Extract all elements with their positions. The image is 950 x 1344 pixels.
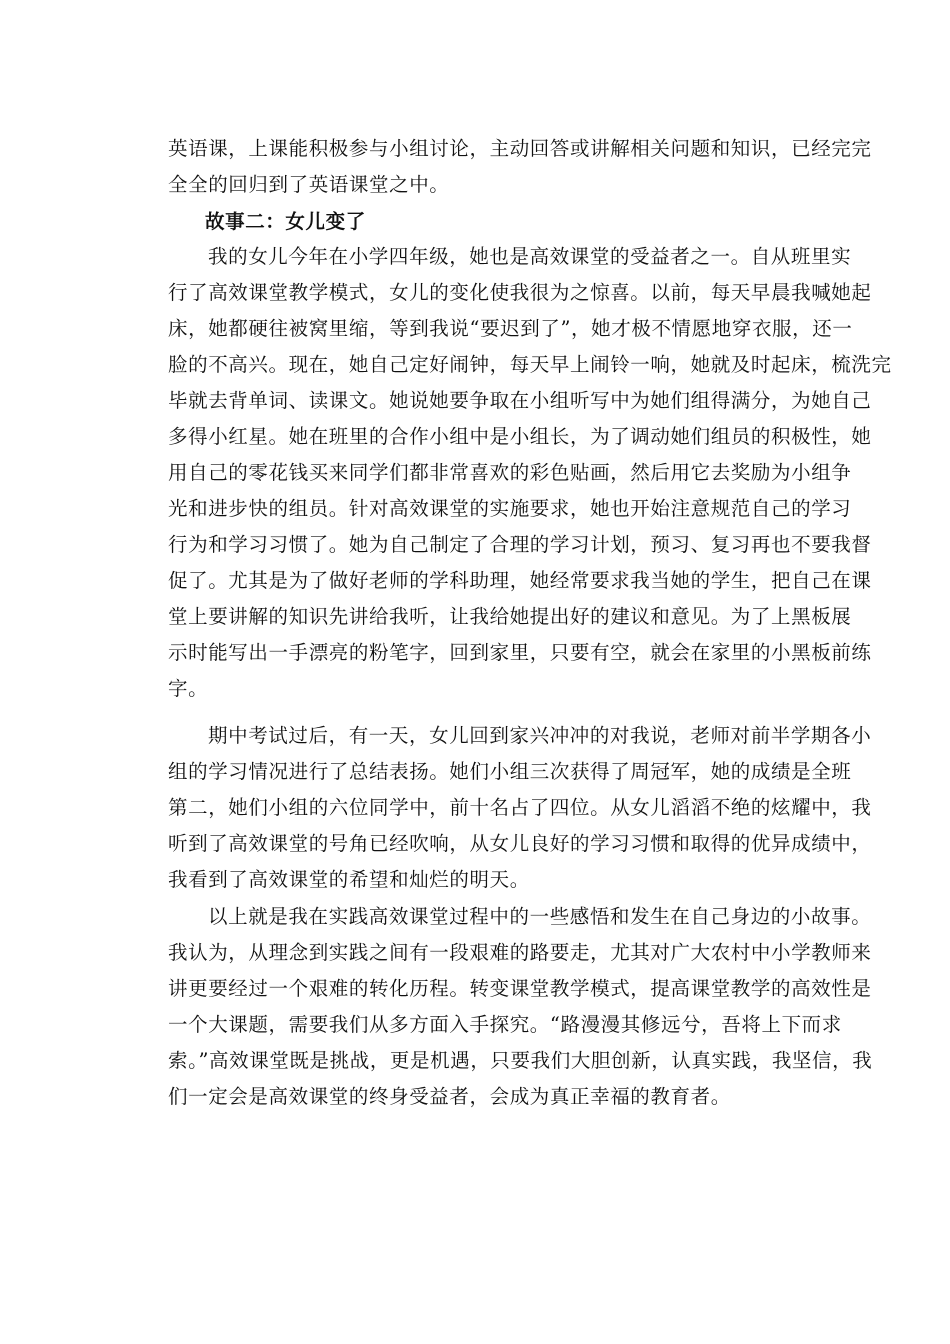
paragraph-line: 床，她都硬往被窝里缩，等到我说“要迟到了”，她才极不情愿地穿衣服，还一 bbox=[168, 317, 853, 340]
paragraph-line: 第二，她们小组的六位同学中，前十名占了四位。从女儿滔滔不绝的炫耀中，我 bbox=[168, 796, 872, 819]
paragraph-line: 全全的回归到了英语课堂之中。 bbox=[168, 173, 450, 196]
paragraph-line: 示时能写出一手漂亮的粉笔字，回到家里，只要有空，就会在家里的小黑板前练 bbox=[168, 641, 872, 664]
paragraph-line: 我看到了高效课堂的希望和灿烂的明天。 bbox=[168, 868, 530, 891]
paragraph-line: 毕就去背单词、读课文。她说她要争取在小组听写中为她们组得满分，为她自己 bbox=[168, 389, 872, 412]
paragraph-line: 听到了高效课堂的号角已经吹响，从女儿良好的学习习惯和取得的优异成绩中， bbox=[168, 832, 872, 855]
paragraph-line: 组的学习情况进行了总结表扬。她们小组三次获得了周冠军，她的成绩是全班 bbox=[168, 760, 852, 783]
paragraph-line: 光和进步快的组员。针对高效课堂的实施要求，她也开始注意规范自己的学习 bbox=[168, 497, 852, 520]
paragraph-line: 促了。尤其是为了做好老师的学科助理，她经常要求我当她的学生，把自己在课 bbox=[168, 569, 872, 592]
paragraph-line: 堂上要讲解的知识先讲给我听，让我给她提出好的建议和意见。为了上黑板展 bbox=[168, 605, 852, 628]
paragraph-line: 以上就是我在实践高效课堂过程中的一些感悟和发生在自己身边的小故事。 bbox=[208, 905, 872, 928]
paragraph-line: 期中考试过后，有一天，女儿回到家兴冲冲的对我说，老师对前半学期各小 bbox=[208, 724, 872, 747]
paragraph-line: 字。 bbox=[168, 677, 209, 700]
paragraph-line: 一个大课题，需要我们从多方面入手探究。“路漫漫其修远兮，吾将上下而求 bbox=[168, 1013, 842, 1036]
paragraph-line: 行为和学习习惯了。她为自己制定了合理的学习计划，预习、复习再也不要我督 bbox=[168, 533, 872, 556]
paragraph-line: 多得小红星。她在班里的合作小组中是小组长，为了调动她们组员的积极性，她 bbox=[168, 425, 872, 448]
paragraph-line: 们一定会是高效课堂的终身受益者，会成为真正幸福的教育者。 bbox=[168, 1085, 731, 1108]
story-heading: 故事二：女儿变了 bbox=[205, 210, 366, 233]
paragraph-line: 索。”高效课堂既是挑战，更是机遇，只要我们大胆创新，认真实践，我坚信，我 bbox=[168, 1049, 873, 1072]
paragraph-line: 讲更要经过一个艰难的转化历程。转变课堂教学模式，提高课堂教学的高效性是 bbox=[168, 977, 872, 1000]
paragraph-line: 行了高效课堂教学模式，女儿的变化使我很为之惊喜。以前，每天早晨我喊她起 bbox=[168, 281, 872, 304]
paragraph-line: 用自己的零花钱买来同学们都非常喜欢的彩色贴画，然后用它去奖励为小组争 bbox=[168, 461, 852, 484]
paragraph-line: 脸的不高兴。现在，她自己定好闹钟，每天早上闹铃一响，她就及时起床，梳洗完 bbox=[168, 353, 892, 376]
paragraph-line: 英语课，上课能积极参与小组讨论，主动回答或讲解相关问题和知识，已经完完 bbox=[168, 137, 872, 160]
paragraph-line: 我的女儿今年在小学四年级，她也是高效课堂的受益者之一。自从班里实 bbox=[208, 245, 852, 268]
paragraph-line: 我认为，从理念到实践之间有一段艰难的路要走，尤其对广大农村中小学教师来 bbox=[168, 941, 872, 964]
